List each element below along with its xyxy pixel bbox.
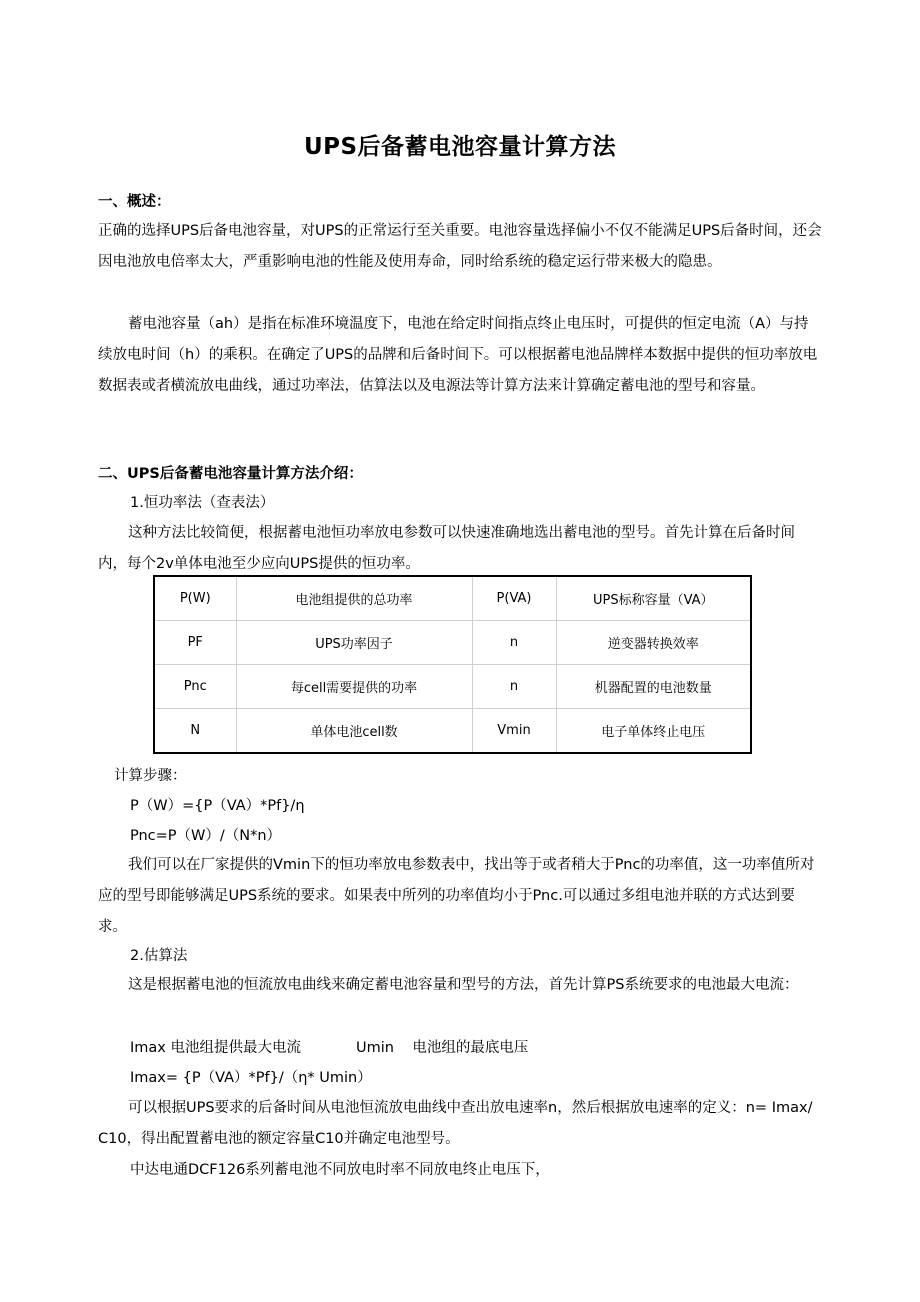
method-1-title: 1.恒功率法（查表法） bbox=[130, 495, 275, 511]
overview-paragraph-1: 正确的选择UPS后备电池容量，对UPS的正常运行至关重要。电池容量选择偏小不仅不能满足UPS后备时间，还会因电池放电倍率太大，严重影响电池的性能及使用寿命，同时给系统的稳定运行带来极大的隐患。 bbox=[98, 223, 822, 270]
table-cell: 单体电池cell数 bbox=[236, 709, 472, 754]
table-cell: 机器配置的电池数量 bbox=[556, 665, 751, 709]
table-cell: Vmin bbox=[472, 709, 556, 754]
parameter-table bbox=[153, 575, 752, 754]
formula-imax: Imax= {P（VA）*Pf}/（η* Umin） bbox=[130, 1070, 372, 1086]
formula-power: P（W）={P（VA）*Pf}/η bbox=[130, 798, 305, 814]
table-row bbox=[154, 576, 751, 621]
section-1-heading: 一、概述： bbox=[98, 194, 171, 210]
table-cell: N bbox=[154, 709, 236, 754]
table-cell: 电池组提供的总功率 bbox=[236, 576, 472, 621]
table-cell: 逆变器转换效率 bbox=[556, 621, 751, 665]
table-cell: n bbox=[472, 665, 556, 709]
table-cell: PF bbox=[154, 621, 236, 665]
table-cell: 每cell需要提供的功率 bbox=[236, 665, 472, 709]
imax-definition: Imax 电池组提供最大电流 bbox=[130, 1040, 301, 1056]
table-cell: n bbox=[472, 621, 556, 665]
method-1-explanation: 我们可以在厂家提供的Vmin下的恒功率放电参数表中，找出等于或者稍大于Pnc的功率值，这一功率值所对应的型号即能够满足UPS系统的要求。如果表中所列的功率值均小于Pnc.可以通过多组电池并联的方式达到要求。 bbox=[98, 857, 815, 935]
table-cell: P(VA) bbox=[472, 576, 556, 621]
table-cell: P(W) bbox=[154, 576, 236, 621]
table-cell: UPS功率因子 bbox=[236, 621, 472, 665]
page-title: UPS后备蓄电池容量计算方法 bbox=[303, 134, 617, 160]
formula-pnc: Pnc=P（W）/（N*n） bbox=[130, 828, 282, 844]
table-cell: Pnc bbox=[154, 665, 236, 709]
table-row bbox=[154, 665, 751, 709]
table-cell: 电子单体终止电压 bbox=[556, 709, 751, 754]
overview-paragraph-2: 蓄电池容量（ah）是指在标准环境温度下，电池在给定时间指点终止电压时，可提供的恒定电流（A）与持续放电时间（h）的乘积。在确定了UPS的品牌和后备时间下。可以根据蓄电池品牌样本数据中提供的恒功率放电数据表或者横流放电曲线，通过功率法，估算法以及电源法等计算方法来计算确定蓄电池的型号和容量。 bbox=[98, 316, 818, 394]
closing-line: 中达电通DCF126系列蓄电池不同放电时率不同放电终止电压下， bbox=[130, 1162, 550, 1178]
method-1-text: 这种方法比较简便，根据蓄电池恒功率放电参数可以快速准确地选出蓄电池的型号。首先计算在后备时间内，每个2v单体电池至少应向UPS提供的恒功率。 bbox=[98, 525, 795, 572]
method-2-text: 这是根据蓄电池的恒流放电曲线来确定蓄电池容量和型号的方法，首先计算PS系统要求的电池最大电流： bbox=[128, 977, 799, 993]
table-row bbox=[154, 709, 751, 754]
table-row bbox=[154, 621, 751, 665]
umin-definition: Umin 电池组的最底电压 bbox=[356, 1040, 529, 1056]
method-2-explanation: 可以根据UPS要求的后备时间从电池恒流放电曲线中查出放电速率n，然后根据放电速率的定义：n= Imax/C10，得出配置蓄电池的额定容量C10并确定电池型号。 bbox=[98, 1100, 813, 1147]
table-cell: UPS标称容量（VA） bbox=[556, 576, 751, 621]
section-2-heading: 二、UPS后备蓄电池容量计算方法介绍： bbox=[98, 466, 363, 482]
method-2-title: 2.估算法 bbox=[130, 948, 188, 964]
steps-label: 计算步骤： bbox=[114, 768, 187, 784]
